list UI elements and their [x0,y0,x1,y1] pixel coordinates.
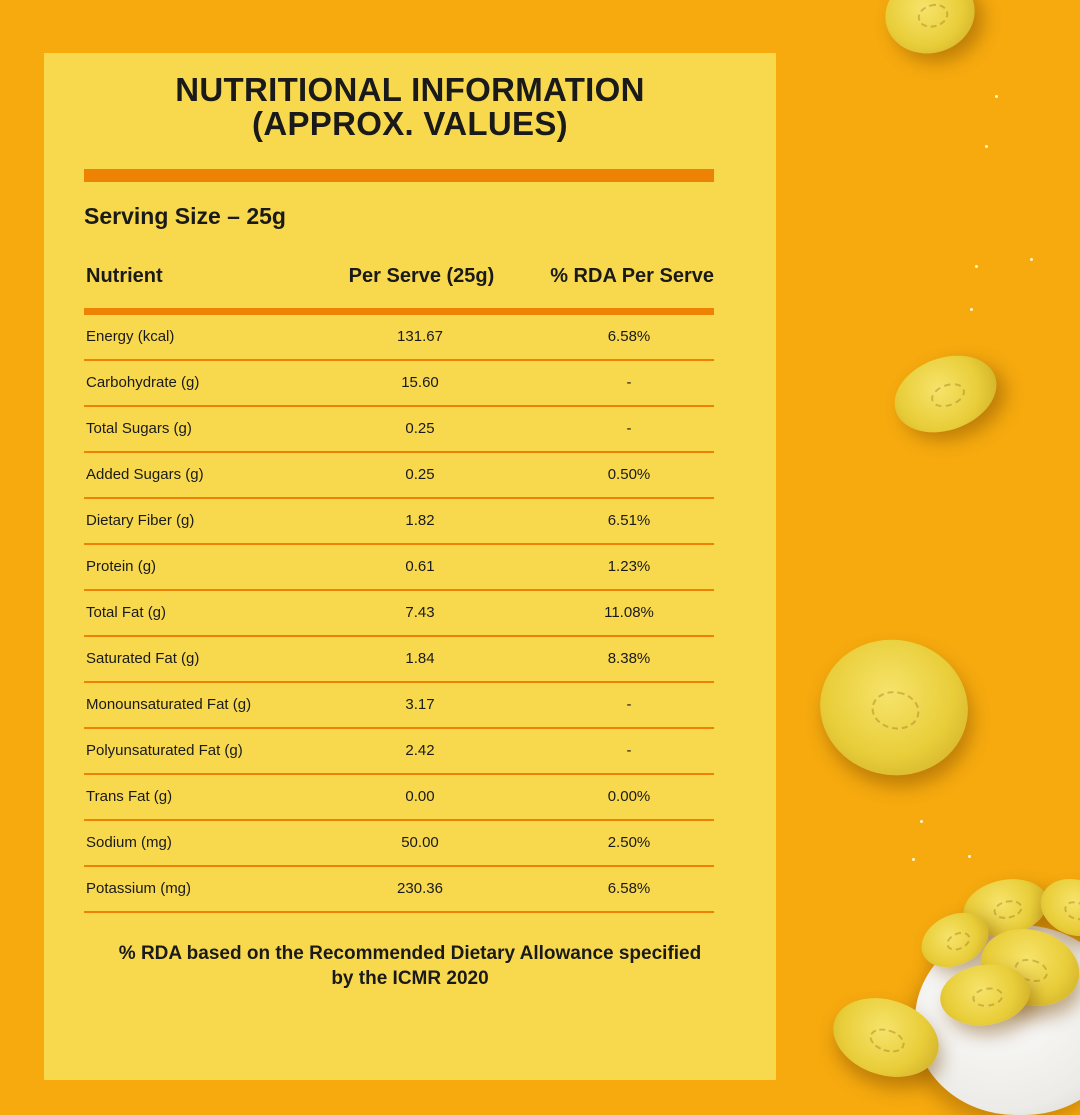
table-row [84,453,714,499]
per-serve-value: 0.00 [405,788,435,805]
nutrient-name: Sodium (mg) [86,834,172,851]
nutrient-name: Carbohydrate (g) [86,374,200,391]
rda-value: 1.23% [607,558,651,575]
per-serve-value: 0.25 [405,466,435,483]
per-serve-value: 15.60 [401,374,439,391]
banana-chip-image [884,342,1007,446]
header-nutrient: Nutrient [86,265,163,287]
rda-value: - [626,420,632,437]
table-row [84,499,714,545]
crumb-speck [920,820,923,823]
crumb-speck [985,145,988,148]
table-row [84,407,714,453]
rda-value: 0.50% [607,466,651,483]
rda-value: 8.38% [607,650,651,667]
table-row [84,637,714,683]
footnote-line-2: by the ICMR 2020 [331,968,489,989]
per-serve-value: 131.67 [397,328,443,345]
per-serve-value: 0.61 [405,558,435,575]
rda-value: - [626,374,632,391]
nutrient-name: Energy (kcal) [86,328,175,345]
per-serve-value: 3.17 [405,696,435,713]
nutrient-name: Dietary Fiber (g) [86,512,195,529]
title-line-1: NUTRITIONAL INFORMATION [175,71,645,108]
rda-value: 0.00% [607,788,651,805]
rda-value: 11.08% [604,604,654,621]
header-per-serve: Per Serve (25g) [348,265,495,287]
nutrient-name: Polyunsaturated Fat (g) [86,742,243,759]
rda-value: 6.58% [607,880,651,897]
nutrient-name: Total Fat (g) [86,604,167,621]
footnote-line-1: % RDA based on the Recommended Dietary Allowance specified [118,943,702,964]
table-row [84,545,714,591]
nutrient-name: Monounsaturated Fat (g) [86,696,252,713]
rda-value: 6.51% [607,512,651,529]
footnote [44,941,776,991]
table-row [84,683,714,729]
nutrition-table [84,315,714,913]
per-serve-value: 7.43 [405,604,435,621]
crumb-speck [995,95,998,98]
serving-size: Serving Size – 25g [84,203,286,229]
crumb-speck [968,855,971,858]
per-serve-value: 50.00 [401,834,439,851]
table-header [84,265,714,295]
banana-chip-image [876,0,983,63]
table-row [84,591,714,637]
table-row [84,315,714,361]
rda-value: - [626,696,632,713]
rda-value: - [626,742,632,759]
nutrient-name: Total Sugars (g) [86,420,192,437]
page-title [44,73,776,141]
table-row [84,775,714,821]
nutrient-name: Potassium (mg) [86,880,192,897]
per-serve-value: 1.82 [405,512,435,529]
table-row [84,361,714,407]
crumb-speck [912,858,915,861]
crumb-speck [975,265,978,268]
nutrient-name: Trans Fat (g) [86,788,173,805]
header-rda: % RDA Per Serve [550,265,714,287]
per-serve-value: 1.84 [405,650,435,667]
table-row [84,729,714,775]
nutrient-name: Saturated Fat (g) [86,650,200,667]
crumb-speck [1030,258,1033,261]
banana-chip-image [809,628,978,787]
rda-value: 6.58% [607,328,651,345]
table-row [84,867,714,913]
title-line-2: (APPROX. VALUES) [252,105,568,142]
table-row [84,821,714,867]
nutrient-name: Added Sugars (g) [86,466,204,483]
crumb-speck [970,308,973,311]
nutrition-panel [44,53,776,1080]
per-serve-value: 0.25 [405,420,435,437]
title-divider [84,169,714,182]
per-serve-value: 2.42 [405,742,435,759]
nutrient-name: Protein (g) [86,558,157,575]
per-serve-value: 230.36 [397,880,443,897]
rda-value: 2.50% [607,834,651,851]
header-divider [84,308,714,315]
